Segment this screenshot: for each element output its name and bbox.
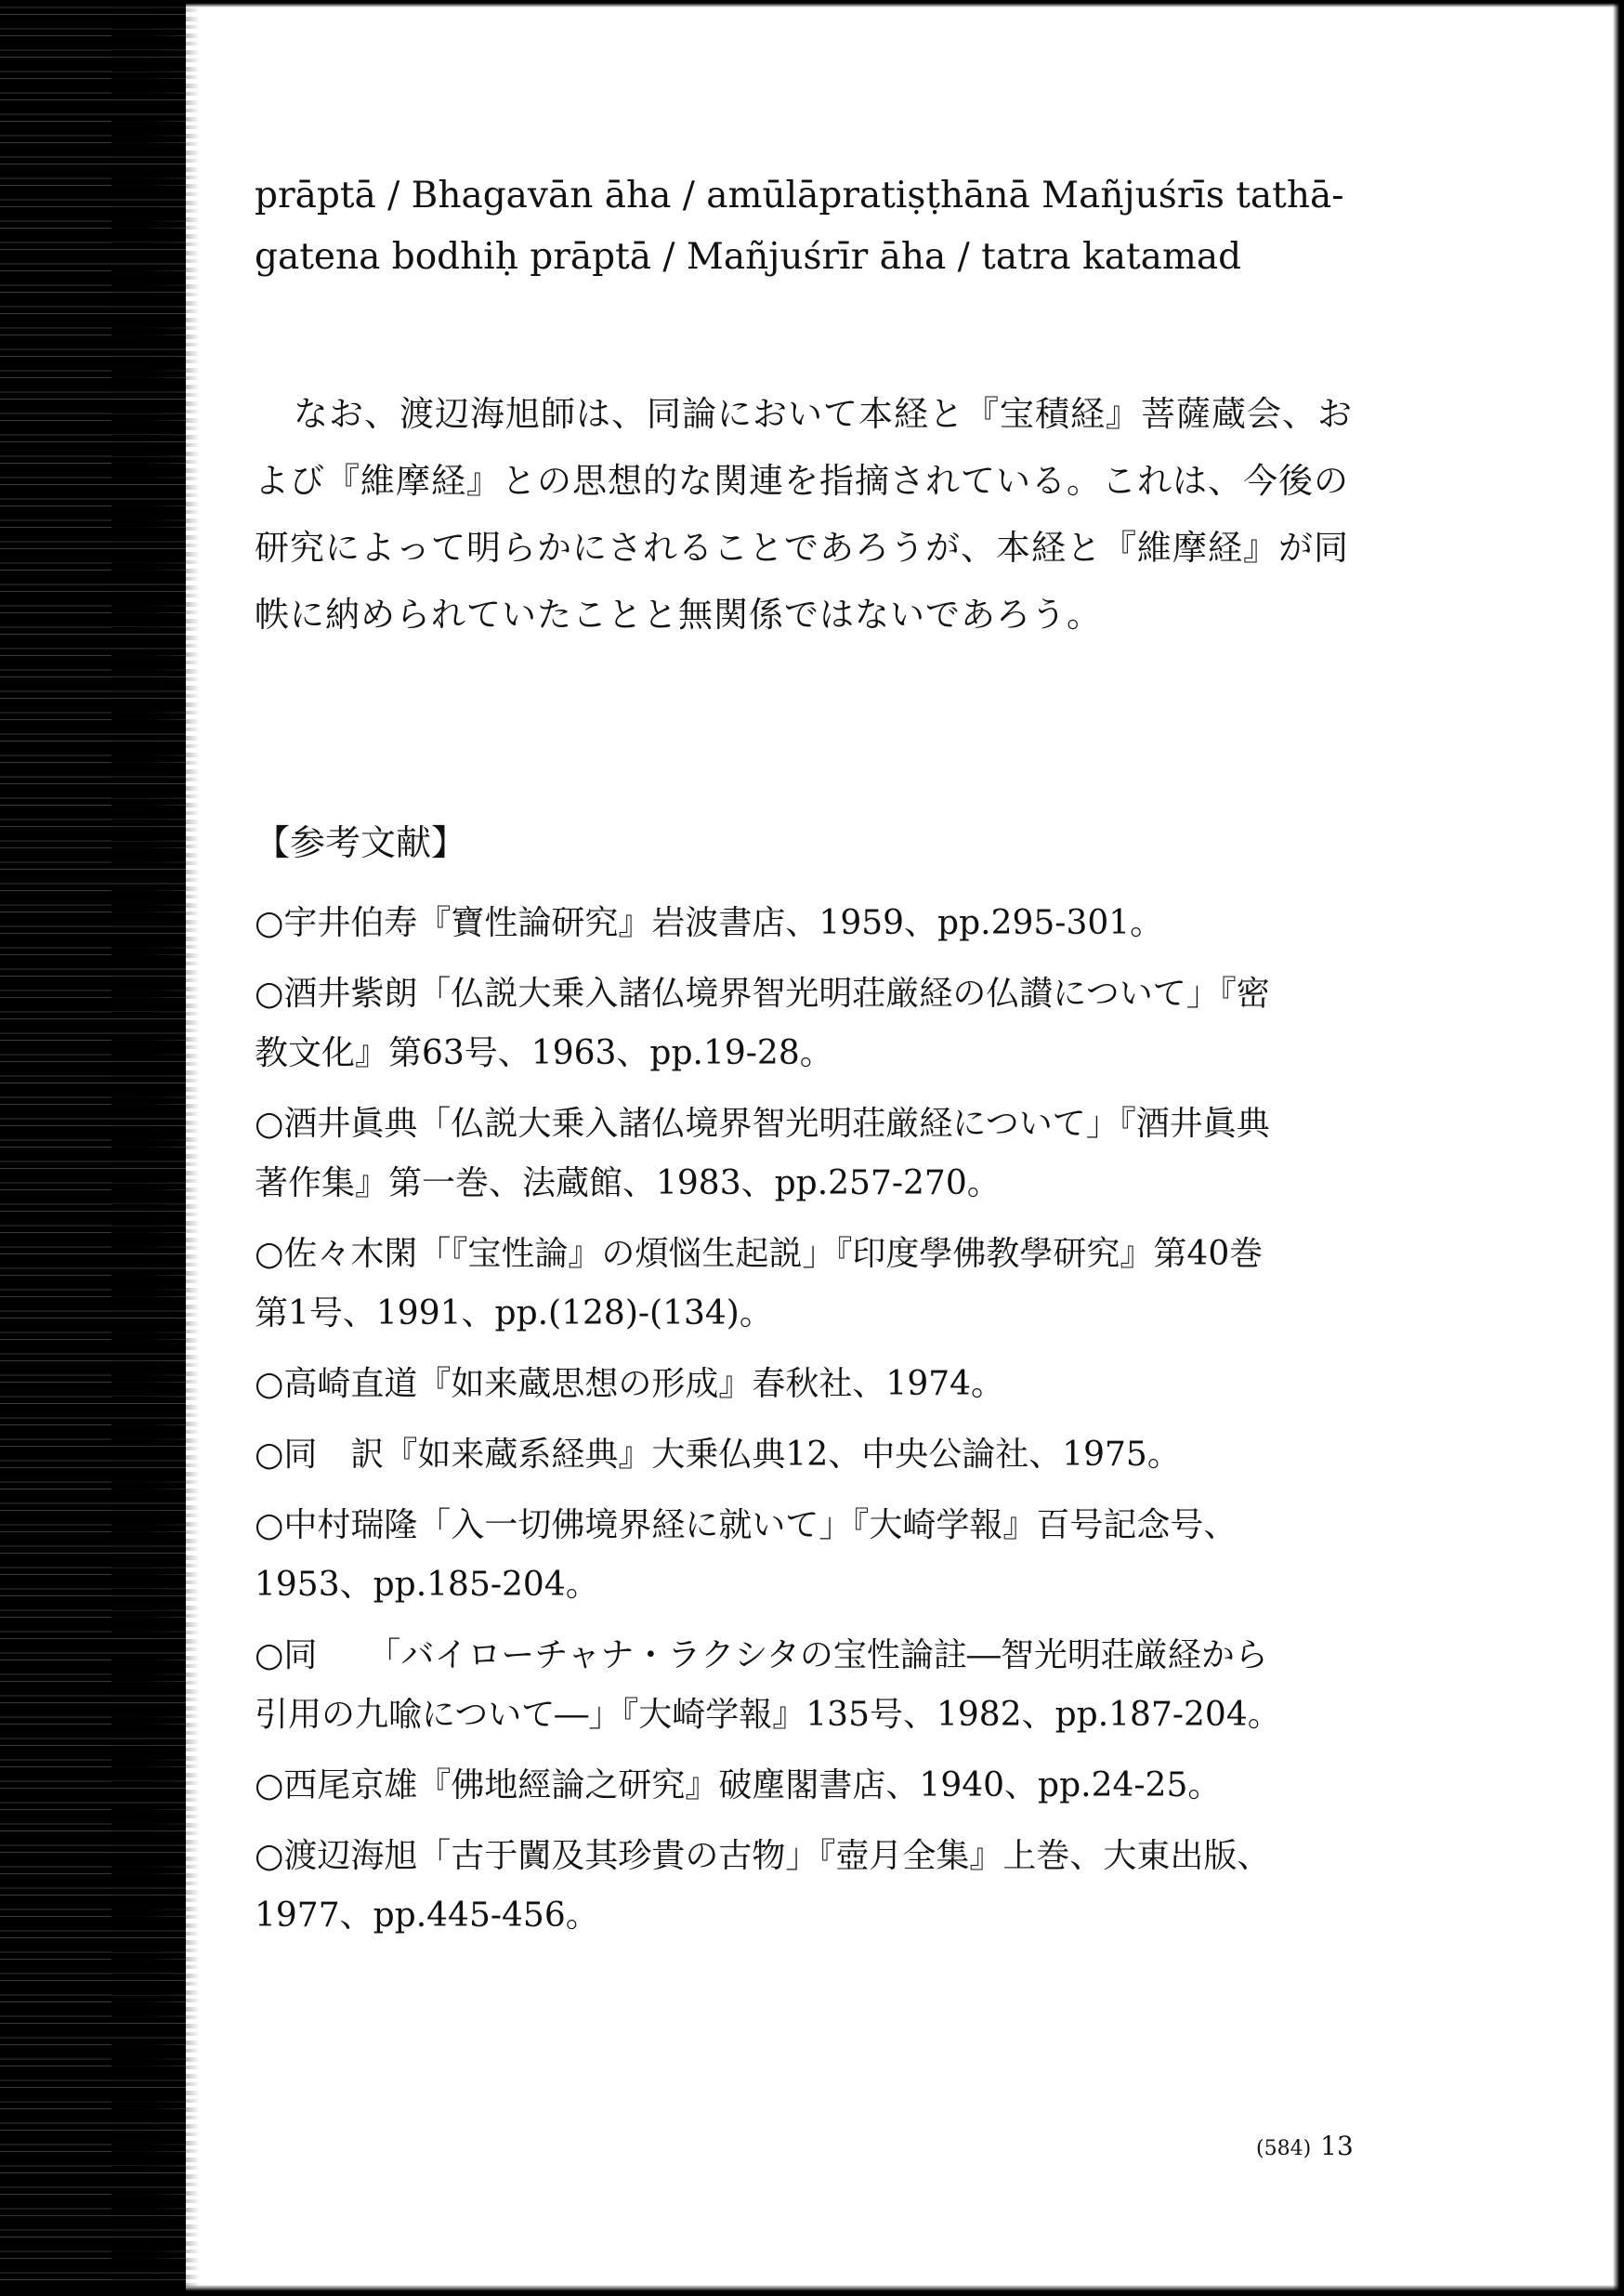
scan-binding-shadow <box>111 0 200 2296</box>
reference-line: ○酒井眞典「仏説大乗入諸仏境界智光明荘厳経について」『酒井眞典 <box>255 1105 1270 1143</box>
paragraph-line: よび『維摩経』との思想的な関連を指摘されている。これは、今後の <box>255 461 1349 501</box>
reference-line: ○佐々木閑「『宝性論』の煩悩生起説」『印度學佛教學研究』第40巻 <box>255 1235 1264 1273</box>
page-number <box>1256 2128 1354 2168</box>
original-page-number: (584) <box>1256 2137 1312 2160</box>
reference-line: 引用の九喩について―」『大崎学報』135号、1982、pp.187-204。 <box>255 1696 1281 1734</box>
sanskrit-line: gatena bodhiḥ prāptā / Mañjuśrīr āha / tatra katamad <box>255 236 1242 278</box>
reference-item <box>255 1225 1425 1344</box>
paragraph-line: 研究によって明らかにされることであろうが、本経と『維摩経』が同 <box>255 528 1349 568</box>
reference-line: 教文化』第63号、1963、pp.19-28。 <box>255 1034 833 1072</box>
reference-line: 1953、pp.185-204。 <box>255 1566 599 1604</box>
reference-line: ○高崎直道『如来蔵思想の形成』春秋社、1974。 <box>255 1365 1005 1403</box>
reference-item <box>255 1827 1425 1946</box>
reference-line: 1977、pp.445-456。 <box>255 1896 599 1935</box>
references-list <box>255 894 1425 1957</box>
reference-line: ○同 「バイローチャナ・ラクシタの宝性論註―智光明荘厳経から <box>255 1636 1268 1674</box>
reference-line: ○中村瑞隆「入一切佛境界経に就いて」『大崎学報』百号記念号、 <box>255 1506 1238 1544</box>
reference-line: ○渡辺海旭「古于闐及其珍貴の古物」『壺月全集』上巻、大東出版、 <box>255 1837 1271 1875</box>
scan-right-edge <box>1613 0 1624 2296</box>
reference-line: 著作集』第一巻、法蔵館、1983、pp.257-270。 <box>255 1164 1001 1202</box>
reference-line: ○宇井伯寿『寶性論研究』岩波書店、1959、pp.295-301。 <box>255 904 1164 942</box>
page-number-value: 13 <box>1320 2131 1354 2161</box>
paragraph-line: 帙に納められていたことと無関係ではないであろう。 <box>255 595 1102 635</box>
reference-item <box>255 1756 1425 1816</box>
commentary-paragraph <box>255 381 1425 649</box>
reference-item <box>255 894 1425 953</box>
reference-line: ○西尾京雄『佛地經論之研究』破塵閣書店、1940、pp.24-25。 <box>255 1766 1222 1804</box>
paragraph-line: なお、渡辺海旭師は、同論において本経と『宝積経』菩薩蔵会、お <box>294 394 1353 434</box>
reference-item <box>255 1355 1425 1414</box>
reference-item <box>255 1095 1425 1214</box>
sanskrit-passage <box>255 165 1425 288</box>
references-heading: 【参考文献】 <box>255 822 467 863</box>
reference-item <box>255 964 1425 1083</box>
reference-item <box>255 1425 1425 1485</box>
reference-item <box>255 1496 1425 1615</box>
reference-line: 第1号、1991、pp.(128)-(134)。 <box>255 1294 773 1332</box>
reference-line: ○酒井紫朗「仏説大乗入諸仏境界智光明荘厳経の仏讃について」『密 <box>255 975 1270 1013</box>
reference-item <box>255 1626 1425 1745</box>
scan-top-edge <box>0 0 1624 7</box>
scan-bottom-edge <box>0 2285 1624 2296</box>
reference-line: ○同 訳『如来蔵系経典』大乗仏典12、中央公論社、1975。 <box>255 1436 1181 1474</box>
sanskrit-line: prāptā / Bhagavān āha / amūlāpratiṣṭhānā Mañjuśrīs tathā- <box>255 175 1344 216</box>
